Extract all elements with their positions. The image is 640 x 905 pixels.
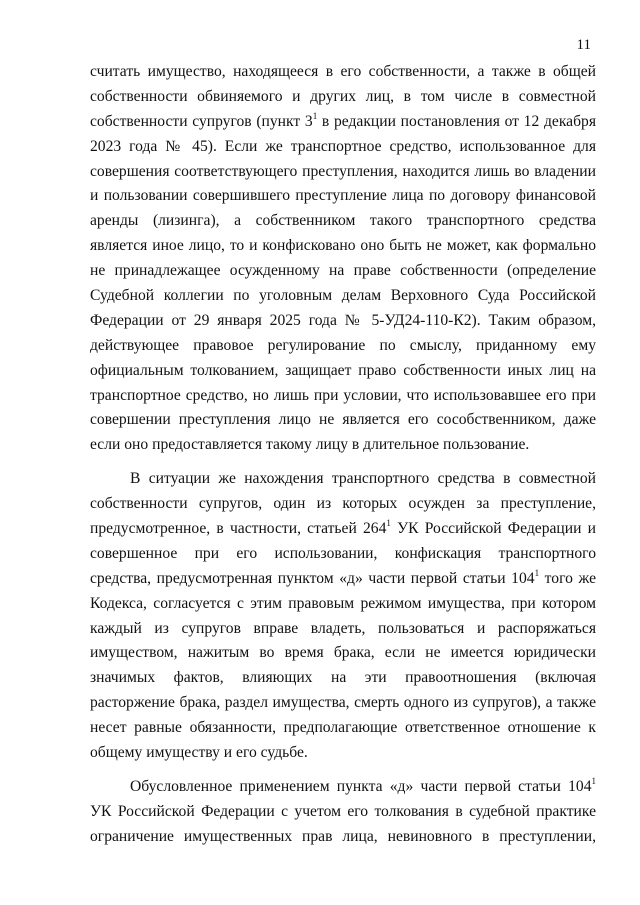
text-line: действующее правовое регулирование по смыслу, приданному ему	[90, 336, 596, 354]
text-line: если оно предоставляется такому лицу в длительное пользование.	[90, 436, 530, 454]
text-line: считать имущество, находящееся в его собственности, а также в общей	[90, 63, 596, 80]
document-body	[90, 60, 596, 850]
text-line: совершения соответствующего преступления, находится лишь во владении	[90, 162, 596, 180]
paragraph-1	[90, 60, 596, 458]
text-line: и пользовании совершившего преступление лица по договору финансовой	[90, 187, 596, 205]
text-line: Судебной коллегии по уголовным делам Верховного Суда Российской	[90, 287, 596, 305]
text-line: совершении преступления лицо не является его сособственником, даже	[90, 411, 596, 429]
text-line: 2023 года № 45). Если же транспортное средство, использованное для	[90, 137, 596, 155]
superscript: 1	[534, 567, 540, 578]
text-line: имуществом, нажитым во время брака, если не имеется юридически	[90, 644, 596, 662]
text-line: собственности супругов (пункт $3^1$ в редакции постановления от 12 декабря	[90, 110, 596, 130]
text-line: общему имуществу и его судьбе.	[90, 744, 308, 762]
text-line: расторжение брака, раздел имущества, смерть одного из супругов), а также	[90, 694, 596, 712]
text-line: УК Российской Федерации с учетом его толкования в судебной практике	[90, 802, 596, 820]
text-line: Кодекса, согласуется с этим правовым режимом имущества, при котором	[90, 594, 596, 612]
text-line: Обусловленное применением пункта «д» части первой статьи $104^1$	[130, 775, 596, 795]
text-line: собственности супругов, один из которых осужден за преступление,	[90, 495, 596, 513]
text-line: предусмотренное, в частности, статьей $264^1$ УК Российской Федерации и	[90, 518, 596, 538]
text-line: ограничение имущественных прав лица, невиновного в преступлении,	[90, 827, 596, 845]
text-line: аренды (лизинга), а собственником такого транспортного средства	[90, 212, 596, 230]
text-line: В ситуации же нахождения транспортного средства в совместной	[130, 470, 596, 488]
text-line: является иное лицо, то и конфисковано оно быть не может, как формально	[90, 237, 596, 255]
text-line: Федерации от 29 января 2025 года № 5-УД24-110-К2). Таким образом,	[90, 311, 596, 329]
text-line: официальным толкованием, защищает право собственности иных лиц на	[90, 361, 596, 379]
text-line: собственности обвиняемого и других лиц, в том числе в совместной	[90, 87, 596, 105]
text-line: каждый из супругов вправе владеть, пользоваться и распоряжаться	[90, 619, 596, 637]
text-line: совершенное при его использовании, конфискация транспортного	[90, 544, 596, 562]
text-line: значимых фактов, влияющих на эти правоотношения (включая	[90, 669, 596, 687]
superscript: 1	[386, 518, 391, 529]
text-line: транспортное средство, но лишь при условии, что использовавшее его при	[90, 386, 596, 404]
superscript: 1	[591, 775, 596, 786]
superscript: 1	[312, 110, 318, 121]
text-line: средства, предусмотренная пунктом «д» части первой статьи $104^1$ того же	[90, 567, 596, 587]
paragraph-3	[90, 775, 596, 850]
text-line: несет равные обязанности, предполагающие ответственное отношение к	[90, 719, 596, 737]
text-line: не принадлежащее осужденному на праве собственности (определение	[90, 262, 596, 280]
page-number: 11	[576, 37, 591, 53]
paragraph-2	[90, 467, 596, 766]
